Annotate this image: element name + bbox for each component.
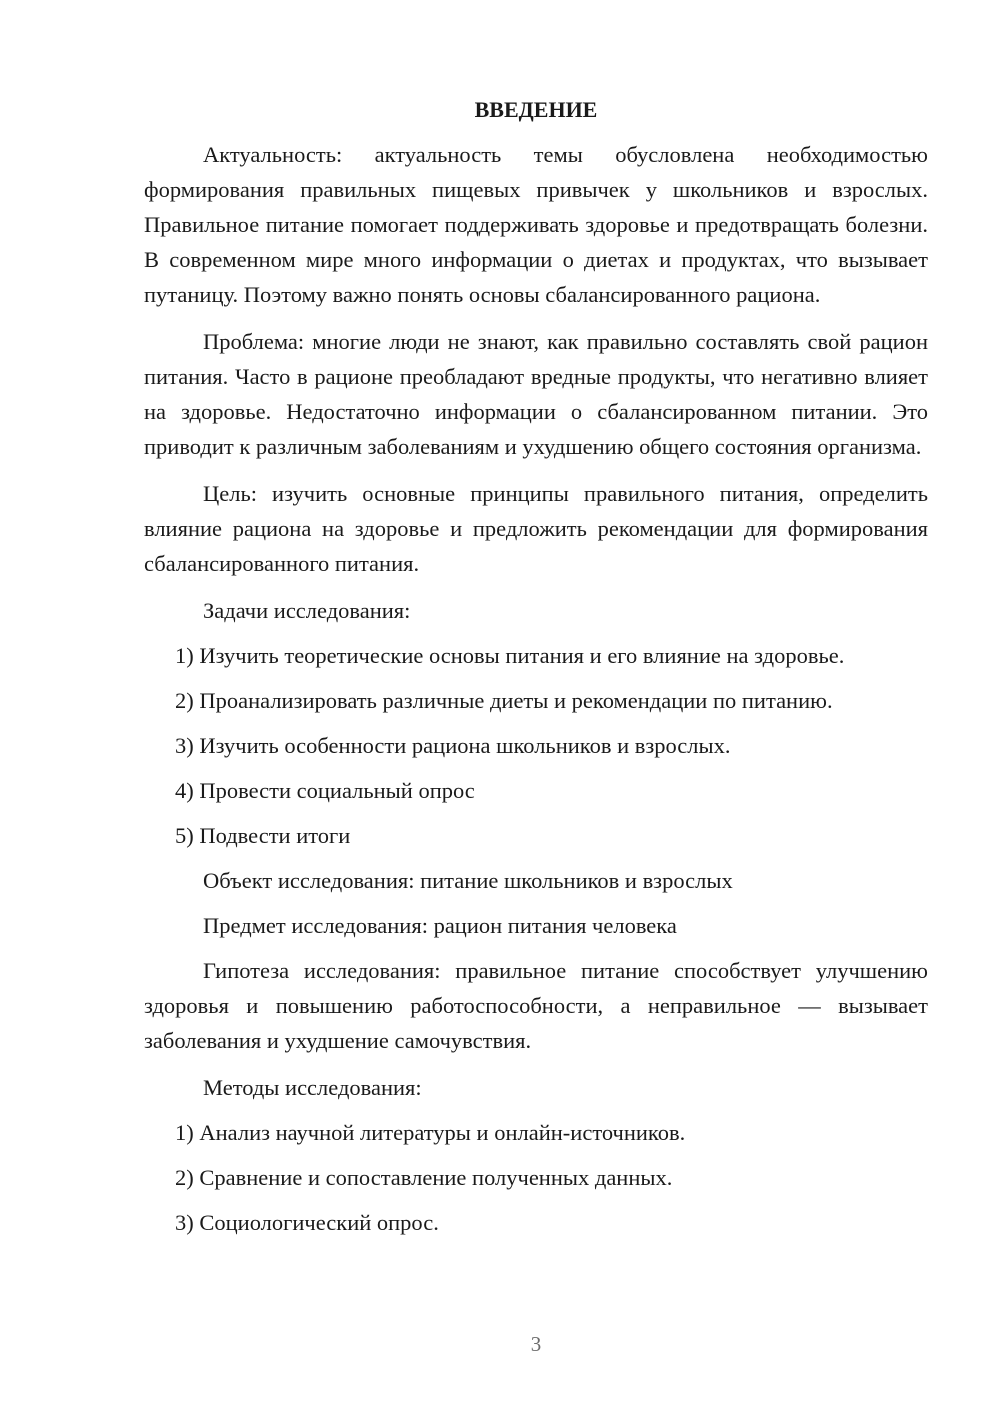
- methods-heading: Методы исследования:: [203, 1075, 422, 1100]
- goal-paragraph: Цель: изучить основные принципы правильного питания, определить влияние рациона на здоровье и предложить рекомендации для формирования сбалансированного питания.: [144, 481, 928, 576]
- task-item: 2) Проанализировать различные диеты и рекомендации по питанию.: [175, 688, 833, 713]
- tasks-heading: Задачи исследования:: [203, 598, 411, 623]
- method-item: 1) Анализ научной литературы и онлайн-источников.: [175, 1120, 686, 1145]
- method-item: 2) Сравнение и сопоставление полученных данных.: [175, 1165, 673, 1190]
- page-title: ВВЕДЕНИЕ: [474, 97, 598, 122]
- task-item: 3) Изучить особенности рациона школьников и взрослых.: [175, 733, 731, 758]
- research-object: Объект исследования: питание школьников и взрослых: [203, 868, 733, 893]
- task-item: 5) Подвести итоги: [175, 823, 351, 848]
- task-item: 1) Изучить теоретические основы питания и его влияние на здоровье.: [175, 643, 845, 668]
- task-item: 4) Провести социальный опрос: [175, 778, 475, 803]
- relevance-paragraph: Актуальность: актуальность темы обусловлена необходимостью формирования правильных пищевых привычек у школьников и взрослых. Правильное питание помогает поддерживать здоровье и предотвращать болезни. В современном мире много информации о диетах и продуктах, что вызывает путаницу. Поэтому важно понять основы сбалансированного рациона.: [144, 142, 928, 307]
- page-number: 3: [530, 1332, 542, 1356]
- document-page: [144, 92, 928, 1250]
- hypothesis-paragraph: Гипотеза исследования: правильное питание способствует улучшению здоровья и повышению работоспособности, а неправильное — вызывает заболевания и ухудшение самочувствия.: [144, 958, 928, 1053]
- research-subject: Предмет исследования: рацион питания человека: [203, 913, 677, 938]
- method-item: 3) Социологический опрос.: [175, 1210, 439, 1235]
- problem-paragraph: Проблема: многие люди не знают, как правильно составлять свой рацион питания. Часто в рационе преобладают вредные продукты, что негативно влияет на здоровье. Недостаточно информации о сбалансированном питании. Это приводит к различным заболеваниям и ухудшению общего состояния организма.: [144, 329, 928, 459]
